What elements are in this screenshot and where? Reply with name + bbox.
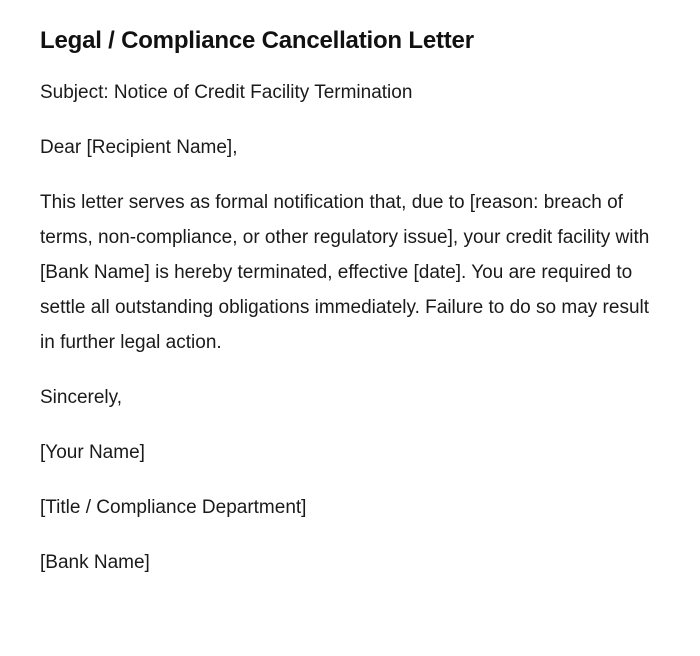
signature-title: [Title / Compliance Department]	[40, 497, 307, 518]
signature-bank: [Bank Name]	[40, 552, 150, 573]
signature-name: [Your Name]	[40, 442, 145, 463]
letter-subject: Subject: Notice of Credit Facility Termination	[40, 82, 413, 103]
letter-greeting: Dear [Recipient Name],	[40, 137, 238, 158]
letter-body: This letter serves as formal notification that, due to [reason: breach of terms, non-compliance, or other regulatory issue], your credit facility with [Bank Name] is hereby terminated, effective [date]. You are required to settle all outstanding obligations immediately. Failure to do so may result in further legal action.	[40, 192, 650, 353]
letter-title: Legal / Compliance Cancellation Letter	[40, 27, 474, 54]
letter-closing: Sincerely,	[40, 387, 123, 408]
